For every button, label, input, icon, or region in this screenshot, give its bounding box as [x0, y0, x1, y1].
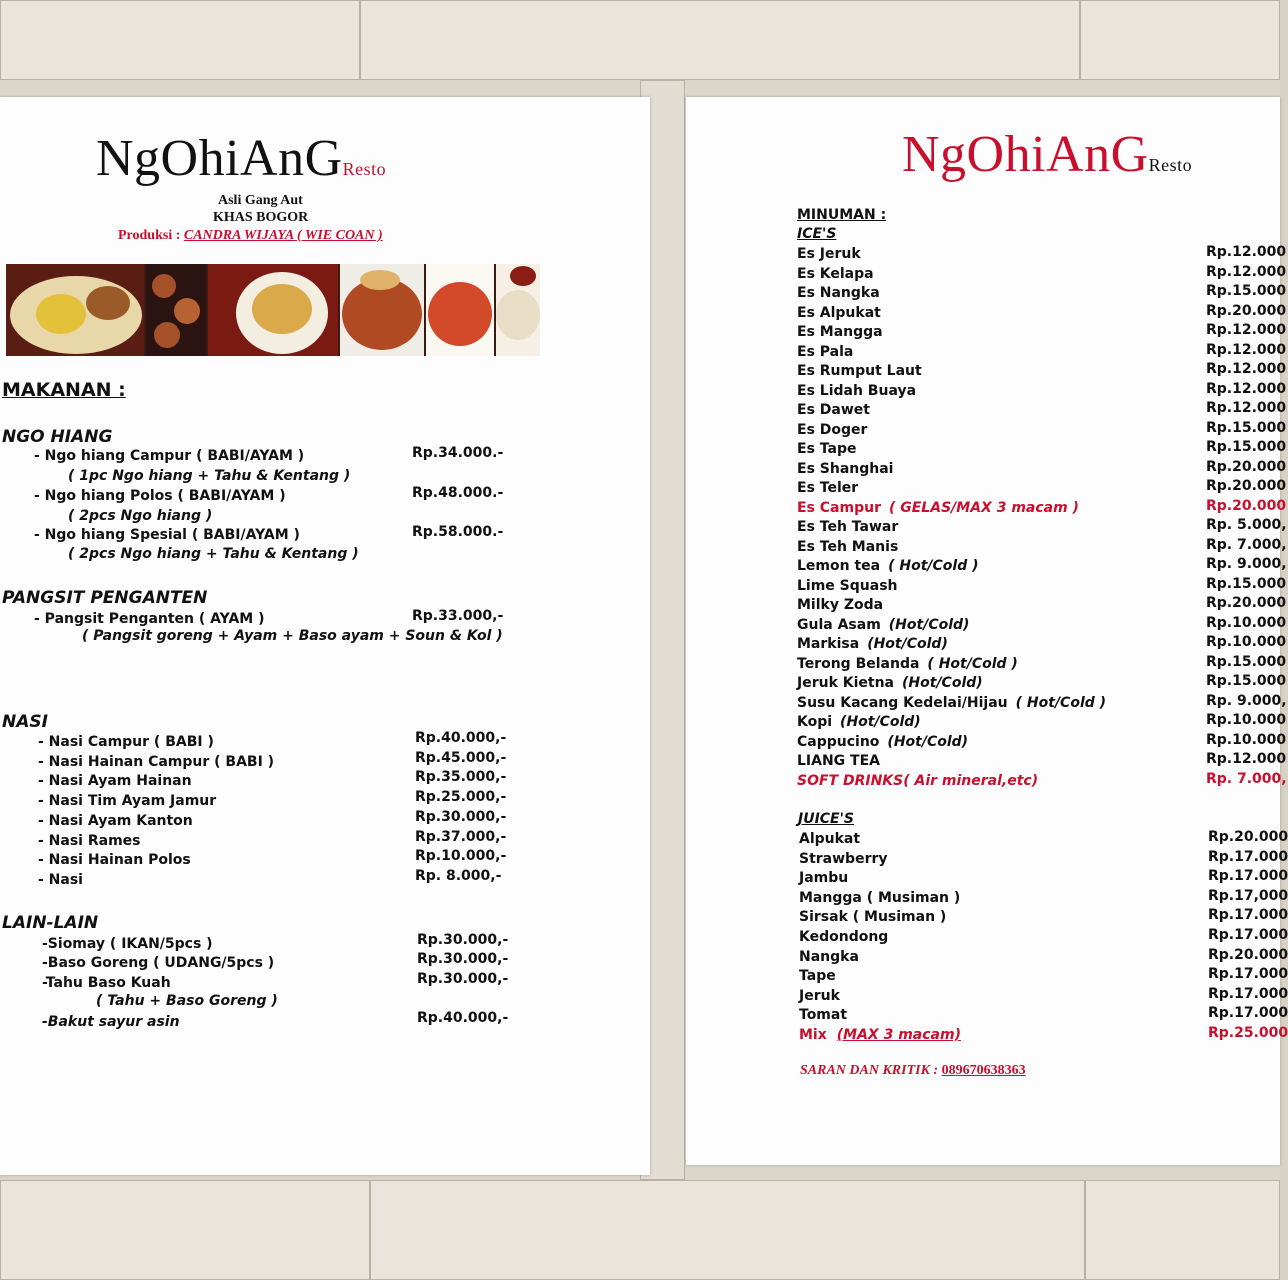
drink-name: Es Nangka [797, 285, 880, 301]
drink-note: (Hot/Cold) [888, 616, 970, 633]
drink-name: Lime Squash [797, 577, 898, 594]
brand-name: NgOhiAnG [902, 126, 1149, 183]
menu-item-name: - Nasi Ayam Hainan [38, 773, 192, 790]
drink-name: Markisa [797, 636, 860, 652]
juice-item [799, 988, 840, 1004]
menu-item-name: - Ngo hiang Spesial ( BABI/AYAM ) [34, 527, 300, 543]
drink-item [797, 246, 861, 262]
makanan-heading: MAKANAN : [2, 379, 126, 401]
food-menu-sheet [0, 97, 650, 1175]
juice-item [799, 1007, 847, 1023]
drink-item [797, 422, 867, 438]
drink-price: Rp.12.000 [1206, 380, 1287, 397]
juice-item [799, 851, 888, 867]
section-title-ngohiang: NGO HIANG [2, 427, 113, 447]
drink-price: Rp.10.000 [1206, 731, 1287, 748]
drink-name: Es Rumput Laut [797, 363, 922, 379]
drink-price: Rp.15.000 [1206, 439, 1287, 455]
produksi-label: Produksi : [118, 228, 181, 243]
menu-item-price: Rp.35.000,- [415, 769, 507, 786]
tagline-origin: Asli Gang Aut [218, 193, 303, 208]
juice-name: Sirsak ( Musiman ) [799, 909, 947, 926]
menu-item-price: Rp.40.000,- [415, 730, 507, 746]
brand-logo [902, 125, 1192, 184]
menu-item-note: ( 1pc Ngo hiang + Tahu & Kentang ) [68, 468, 351, 484]
drink-item [797, 500, 1079, 516]
wall-tile [0, 0, 360, 80]
menu-item-price: Rp.40.000,- [417, 1010, 509, 1026]
minuman-heading: MINUMAN : [797, 207, 887, 223]
drink-name: Es Mangga [797, 324, 883, 340]
section-title-nasi: NASI [2, 712, 48, 732]
drink-item [797, 753, 880, 769]
drink-item [797, 324, 883, 340]
drink-price: Rp.20.000 [1206, 458, 1287, 475]
drink-price: Rp.20.000 [1206, 595, 1287, 611]
drink-name: Cappucino [797, 733, 880, 750]
drink-price: Rp.12.000 [1206, 244, 1287, 260]
menu-item-note: ( Pangsit goreng + Ayam + Baso ayam + Soun & Kol ) [82, 628, 503, 644]
food-photo [426, 264, 494, 356]
drink-item [797, 734, 968, 750]
menu-item-name: - Nasi Hainan Campur ( BABI ) [38, 753, 275, 770]
juice-price: Rp.17.000 [1208, 1005, 1288, 1022]
drink-name: Es Teh Manis [797, 538, 899, 555]
juice-title: JUICE'S [798, 811, 854, 827]
juice-price: Rp.17.000 [1208, 848, 1288, 865]
drink-price: Rp. 5.000, [1206, 517, 1287, 533]
saran-label: SARAN DAN KRITIK : [800, 1063, 939, 1078]
drink-name: Es Kelapa [797, 265, 874, 282]
menu-item-name: -Tahu Baso Kuah [42, 975, 171, 991]
juice-item [799, 831, 860, 847]
drink-name: SOFT DRINKS( Air mineral,etc) [797, 772, 1039, 789]
juice-price: Rp.17.000 [1208, 907, 1288, 924]
juice-name: Mix [799, 1027, 827, 1043]
food-photo-strip [6, 264, 540, 356]
drink-item [797, 402, 870, 418]
drink-item [797, 597, 883, 613]
juice-price: Rp.20.000 [1208, 829, 1288, 845]
juice-name: Strawberry [799, 850, 888, 867]
menu-item-price: Rp.34.000.- [412, 445, 504, 461]
produksi-name: CANDRA WIJAYA ( WIE COAN ) [183, 228, 383, 243]
juice-name: Tape [799, 968, 836, 985]
drink-name: Es Doger [797, 421, 868, 438]
menu-item-price: Rp. 8.000,- [415, 867, 502, 884]
juice-item [799, 1027, 961, 1043]
drink-item [797, 344, 853, 360]
menu-item-price: Rp.45.000,- [415, 749, 507, 766]
drink-price: Rp.15.000 [1206, 653, 1287, 670]
drink-price: Rp.12.000 [1206, 322, 1287, 338]
juice-name: Nangka [799, 948, 859, 965]
menu-item-price: Rp.30.000,- [417, 951, 509, 967]
menu-item-note: ( 2pcs Ngo hiang ) [68, 508, 213, 524]
drink-name: Jeruk Kietna [797, 675, 895, 691]
drink-item [797, 714, 921, 730]
drink-price: Rp.15.000 [1206, 419, 1287, 436]
drink-item [797, 441, 856, 457]
juice-price: Rp.17,000 [1208, 887, 1288, 904]
menu-item-price: Rp.30.000,- [417, 971, 509, 987]
drink-name: Es Dawet [797, 402, 870, 418]
drink-item [797, 305, 881, 321]
food-photo [146, 264, 206, 356]
menu-item-price: Rp.33.000,- [412, 608, 504, 624]
drink-price: Rp.10.000 [1206, 634, 1287, 650]
brand-sub: Resto [342, 159, 387, 179]
drink-price: Rp. 7.000, [1206, 770, 1287, 787]
brand-sub: Resto [1148, 155, 1193, 175]
menu-item-name: - Nasi Hainan Polos [38, 852, 191, 869]
menu-item-name: -Baso Goreng ( UDANG/5pcs ) [42, 955, 275, 971]
drink-name: LIANG TEA [797, 753, 880, 769]
drink-item [797, 695, 1106, 711]
saran-phone: 089670638363 [941, 1063, 1026, 1078]
drink-item [797, 383, 916, 399]
ices-title: ICE'S [797, 226, 837, 242]
juice-item [799, 929, 888, 945]
menu-item-name: - Nasi Campur ( BABI ) [38, 734, 214, 750]
drink-price: Rp.12.000 [1206, 400, 1287, 416]
menu-item-note: ( Tahu + Baso Goreng ) [96, 993, 278, 1009]
juice-price: Rp.17.000 [1208, 966, 1288, 983]
drink-name: Es Alpukat [797, 304, 881, 321]
drink-item [797, 285, 880, 301]
drink-name: Susu Kacang Kedelai/Hijau [797, 694, 1008, 711]
menu-item-name: - Pangsit Penganten ( AYAM ) [34, 611, 265, 627]
juice-note: (MAX 3 macam) [836, 1027, 961, 1043]
drink-note: (Hot/Cold) [840, 714, 921, 730]
drink-name: Es Campur [797, 499, 881, 516]
juice-name: Kedondong [799, 929, 889, 945]
food-photo [6, 264, 144, 356]
drink-price: Rp. 7.000, [1206, 536, 1287, 553]
tagline-region: KHAS BOGOR [213, 210, 309, 225]
drink-item [797, 266, 874, 282]
menu-item-name: - Nasi Rames [38, 832, 141, 849]
drink-item [797, 363, 922, 379]
drink-name: Es Lidah Buaya [797, 382, 917, 399]
food-photo [496, 264, 540, 356]
drink-item [797, 675, 983, 691]
food-photo [208, 264, 338, 356]
drink-price: Rp. 9.000, [1206, 556, 1287, 572]
drink-item [797, 773, 1038, 789]
menu-item-name: -Bakut sayur asin [42, 1014, 180, 1030]
drink-price: Rp.15.000 [1206, 673, 1287, 689]
menu-item-note: ( 2pcs Ngo hiang + Tahu & Kentang ) [68, 546, 359, 562]
menu-item-name: - Ngo hiang Polos ( BABI/AYAM ) [34, 488, 286, 504]
menu-item-price: Rp.30.000,- [417, 932, 509, 948]
wall-tile [360, 0, 1080, 80]
drink-name: Terong Belanda [797, 655, 920, 672]
menu-item-price: Rp.10.000,- [415, 848, 507, 865]
drink-item [797, 519, 898, 535]
brand-name: NgOhiAnG [96, 130, 343, 187]
drink-note: ( Hot/Cold ) [888, 558, 979, 574]
saran-line [800, 1063, 1026, 1079]
drink-name: Es Teler [797, 480, 859, 496]
produksi-line [118, 228, 383, 244]
drink-note: (Hot/Cold) [867, 636, 948, 652]
menu-item-name: -Siomay ( IKAN/5pcs ) [42, 936, 213, 952]
wall-tile [370, 1180, 1085, 1280]
juice-item [799, 870, 848, 886]
drink-price: Rp.20.000 [1206, 497, 1287, 514]
drink-price: Rp. 9.000, [1206, 692, 1287, 709]
drink-name: Gula Asam [797, 616, 881, 633]
drink-price: Rp.15.000 [1206, 575, 1287, 592]
drink-item [797, 461, 893, 477]
juice-price: Rp.20.000 [1208, 946, 1288, 963]
drink-price: Rp.12.000 [1206, 361, 1287, 377]
section-title-lain: LAIN-LAIN [2, 913, 99, 933]
menu-item-price: Rp.58.000.- [412, 524, 504, 540]
juice-item [799, 968, 836, 984]
drink-price: Rp.20.000 [1206, 478, 1287, 494]
wall-tile [1080, 0, 1280, 80]
drink-name: Kopi [797, 714, 833, 730]
juice-name: Jambu [799, 870, 849, 887]
drink-price: Rp.12.000 [1206, 751, 1287, 767]
food-photo [340, 264, 424, 356]
juice-price: Rp.17.000 [1208, 868, 1288, 885]
drink-name: Es Teh Tawar [797, 519, 899, 535]
menu-item-price: Rp.48.000.- [412, 485, 504, 501]
drink-note: ( Hot/Cold ) [1015, 694, 1107, 711]
menu-item-name: - Nasi Ayam Kanton [38, 812, 193, 829]
drink-name: Es Jeruk [797, 246, 861, 262]
menu-item-name: - Ngo hiang Campur ( BABI/AYAM ) [34, 448, 305, 464]
juice-name: Mangga ( Musiman ) [799, 889, 961, 906]
juice-name: Tomat [799, 1007, 848, 1024]
drink-price: Rp.10.000 [1206, 614, 1287, 631]
drink-item [797, 578, 898, 594]
menu-item-name: - Nasi Tim Ayam Jamur [38, 793, 217, 810]
drink-note: ( GELAS/MAX 3 macam ) [888, 499, 1079, 516]
drink-name: Milky Zoda [797, 597, 884, 613]
drink-name: Es Tape [797, 441, 857, 457]
drink-item [797, 480, 858, 496]
drink-item [797, 636, 948, 652]
drink-item [797, 539, 898, 555]
wall-tile [1085, 1180, 1280, 1280]
drink-note: ( Hot/Cold ) [927, 655, 1018, 672]
juice-item [799, 949, 859, 965]
drink-price: Rp.20.000 [1206, 302, 1287, 319]
section-title-pangsit: PANGSIT PENGANTEN [2, 588, 208, 608]
drink-menu-sheet [686, 97, 1288, 1165]
juice-name: Jeruk [799, 987, 840, 1004]
drink-name: Es Pala [797, 343, 854, 360]
drink-item [797, 617, 969, 633]
menu-item-price: Rp.30.000,- [415, 808, 507, 825]
drink-note: (Hot/Cold) [887, 733, 969, 750]
juice-price: Rp.25.000 [1208, 1025, 1288, 1041]
drink-price: Rp.10.000 [1206, 712, 1287, 728]
brand-logo [96, 129, 386, 188]
drink-item [797, 656, 1018, 672]
juice-name: Alpukat [799, 831, 861, 847]
drink-price: Rp.12.000 [1206, 341, 1287, 358]
juice-item [799, 909, 946, 925]
drink-name: Es Shanghai [797, 460, 894, 477]
drink-note: (Hot/Cold) [902, 675, 983, 691]
menu-item-name: - Nasi [38, 871, 83, 888]
juice-price: Rp.17.000 [1208, 985, 1288, 1002]
menu-item-price: Rp.25.000,- [415, 789, 507, 806]
drink-price: Rp.15.000 [1206, 283, 1287, 299]
menu-item-price: Rp.37.000,- [415, 828, 507, 845]
juice-price: Rp.17.000 [1208, 927, 1288, 943]
juice-item [799, 890, 960, 906]
drink-item [797, 558, 979, 574]
wall-tile [0, 1180, 370, 1280]
drink-name: Lemon tea [797, 558, 881, 574]
drink-price: Rp.12.000 [1206, 263, 1287, 280]
